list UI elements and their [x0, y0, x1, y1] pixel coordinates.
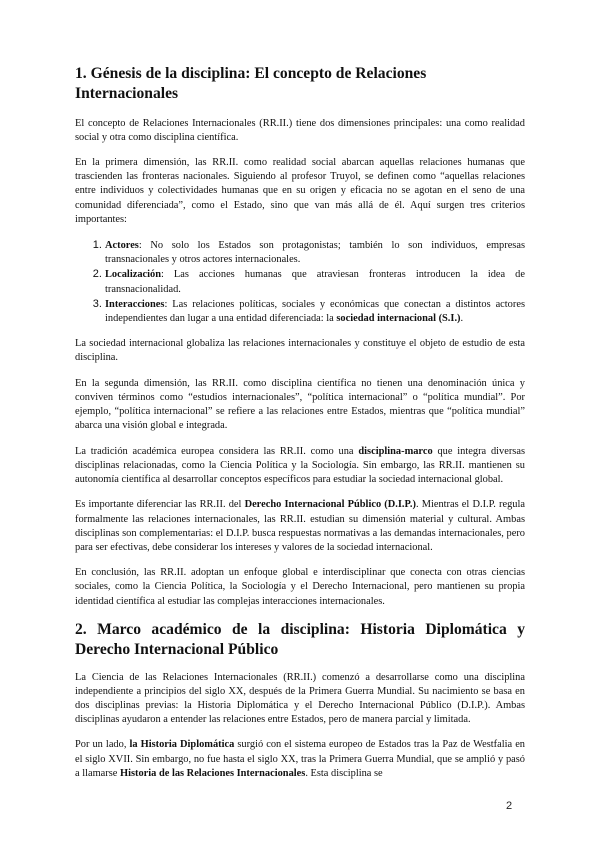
emphasis: Historia de las Relaciones Internacionales	[120, 767, 306, 779]
section-2-heading: 2. Marco académico de la disciplina: Historia Diplomática y Derecho Internacional Público	[75, 620, 525, 659]
paragraph: La tradición académica europea considera las RR.II. como una disciplina-marco que integra diversas disciplinas relacionadas, como la Ciencia Política y la Sociología. Sin embargo, las RR.II. mantienen su autonomía científica al desarrollar conceptos específicos para estudiar la sociedad internacional global.	[75, 445, 526, 485]
paragraph: En la primera dimensión, las RR.II. como realidad social abarcan aquellas relaciones humanas que trascienden las fronteras nacionales. Siguiendo al profesor Truyol, se definen como “aquellas relaciones entre individuos y colectividades humanas que en su origen y eficacia no se agotan en el seno de una comunidad diferenciada”, como el Estado, sino que van más allá de él. Aquí surgen tres criterios importantes:	[75, 157, 525, 225]
list-item: 3. Interacciones: Las relaciones políticas, sociales y económicas que conectan a distintos actores independientes dan lugar a una entidad diferenciada: la sociedad internacional (S.I.).	[105, 297, 525, 326]
criteria-term: Interacciones	[105, 298, 165, 310]
paragraph: Por un lado, la Historia Diplomática surgió con el sistema europeo de Estados tras la Paz de Westfalia en el siglo XVII. Sin embargo, no fue hasta el siglo XX, tras la Primera Guerra Mundial, que se amplió y pasó a llamarse Historia de las Relaciones Internacionales. Esta disciplina se	[75, 739, 525, 779]
paragraph: Es importante diferenciar las RR.II. del Derecho Internacional Público (D.I.P.). Mientras el D.I.P. regula formalmente las relaciones internacionales, las RR.II. estudian su dimensión material y cultural. Ambas disciplinas son complementarias: el D.I.P. busca respuestas normativas a las demandas internacionales, pero para ser efectivas, debe considerar los intereses y valores de la sociedad internacional.	[75, 499, 525, 553]
list-item: 2. Localización: Las acciones humanas que atraviesan fronteras introducen la idea de transnacionalidad.	[105, 267, 525, 296]
paragraph: En conclusión, las RR.II. adoptan un enfoque global e interdisciplinar que conecta con otras ciencias sociales, como la Ciencia Política, la Sociología y el Derecho Internacional, pero mantienen su propia identidad científica al estudiar las complejas interacciones internacionales.	[75, 567, 525, 607]
emphasis: la Historia Diplomática	[129, 739, 235, 751]
criteria-term: Localización	[105, 269, 161, 281]
emphasis: disciplina-marco	[358, 445, 433, 457]
criteria-term-emphasis: sociedad internacional (S.I.)	[336, 312, 461, 324]
paragraph: La Ciencia de las Relaciones Internacionales (RR.II.) comenzó a desarrollarse como una disciplina independiente a principios del siglo XX, después de la Primera Guerra Mundial. Su nacimiento se basa en dos disciplinas previas: la Historia Diplomática y el Derecho Internacional Público (D.I.P.). Ambas disciplinas ayudaron a entender las relaciones entre Estados, pero de manera parcial y limitada.	[75, 671, 525, 725]
criteria-list	[75, 238, 525, 326]
criteria-term: Actores	[105, 240, 139, 252]
paragraph: El concepto de Relaciones Internacionales (RR.II.) tiene dos dimensiones principales: una como realidad social y otra como disciplina científica.	[75, 117, 525, 143]
page-number: 2	[506, 800, 513, 812]
section-1-heading: 1. Génesis de la disciplina: El concepto de Relaciones Internacionales	[75, 65, 427, 103]
paragraph: En la segunda dimensión, las RR.II. como disciplina científica no tienen una denominación única y conviven términos como “estudios internacionales”, “política internacional” o “política mundial”. Por ejemplo, “política internacional” se refiere a las relaciones entre Estados, mientras que “política mundial” abarca una visión global e integrada.	[75, 377, 525, 432]
paragraph: La sociedad internacional globaliza las relaciones internacionales y constituye el objeto de estudio de esta disciplina.	[75, 338, 525, 364]
list-item: 1. Actores: No solo los Estados son protagonistas; también lo son individuos, empresas transnacionales y otros actores internacionales.	[105, 238, 525, 267]
emphasis: Derecho Internacional Público (D.I.P.)	[244, 499, 416, 511]
